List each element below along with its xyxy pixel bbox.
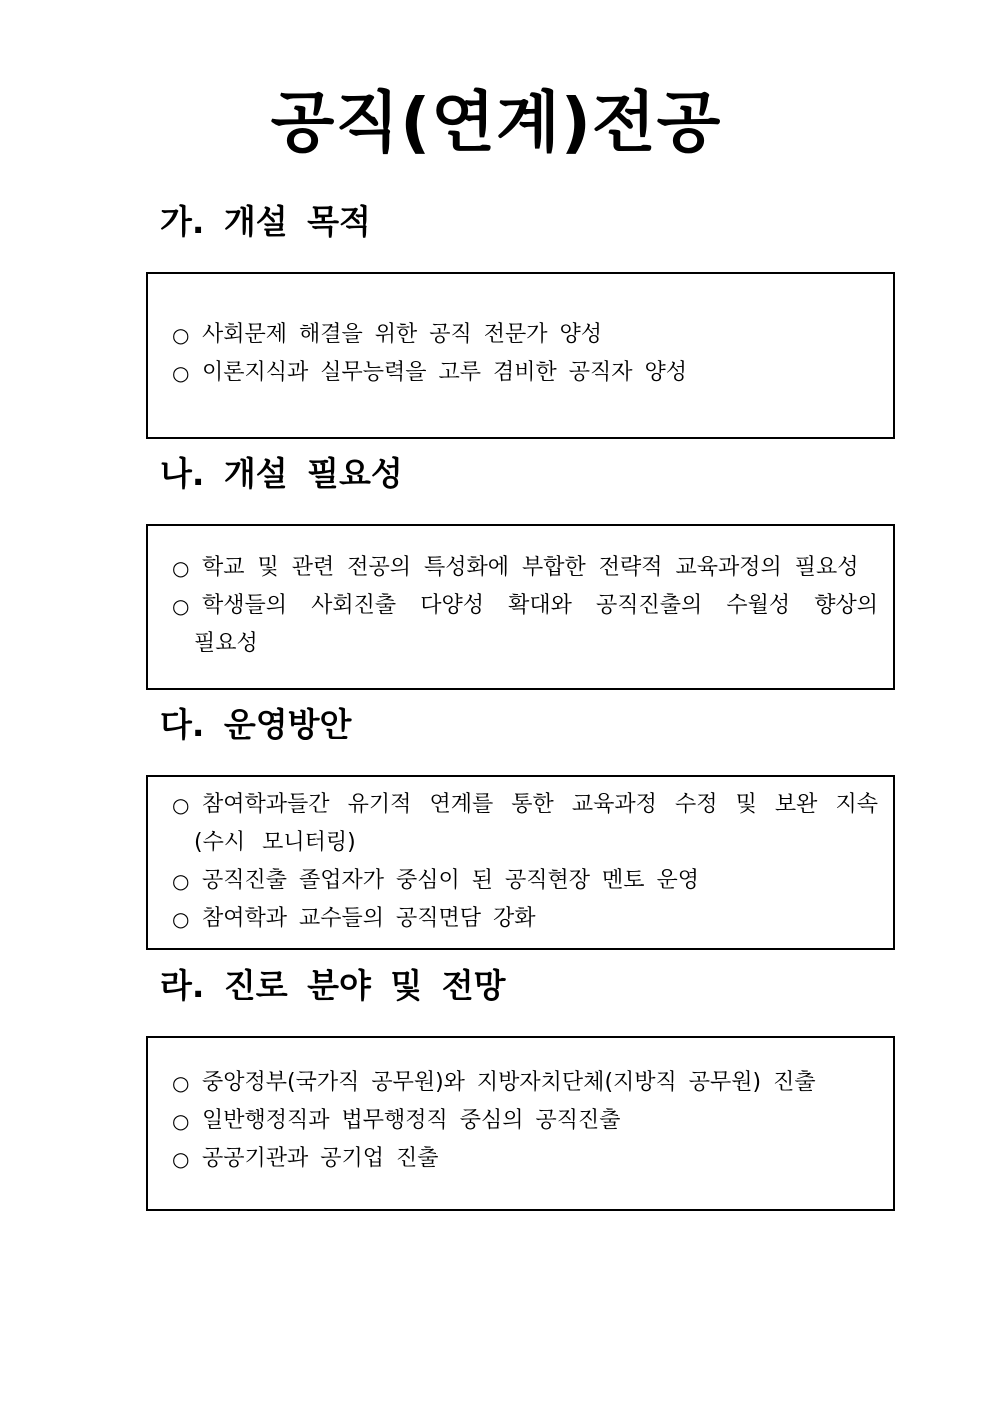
list-item [172,862,878,900]
bullet-icon: ○ [172,594,190,618]
list-item-text: 공공기관과 공기업 진출 [202,1146,439,1171]
list-item-text: 사회문제 해결을 위한 공직 전문가 양성 [202,322,602,347]
list-item-text: 일반행정직과 법무행정직 중심의 공직진출 [202,1108,621,1133]
bullet-icon: ○ [172,556,190,580]
list-item-text: 학생들의 사회진출 다양성 확대와 공직진출의 수월성 향상의 필요성 [194,593,878,656]
section-heading-operation: 다. 운영방안 [160,705,352,744]
page-title: 공직(연계)전공 [270,84,722,161]
bullet-icon: ○ [172,793,190,817]
list-item-text: 참여학과들간 유기적 연계를 통한 교육과정 수정 및 보완 지속 (수시 모니터링) [194,792,878,855]
list-item [172,316,872,354]
list-item [172,786,878,862]
section-list-necessity [172,549,878,663]
bullet-icon: ○ [172,323,190,347]
list-item-text: 참여학과 교수들의 공직면담 강화 [202,906,536,931]
section-list-operation [172,786,878,938]
list-item-text: 공직진출 졸업자가 중심이 된 공직현장 멘토 운영 [202,868,700,893]
bullet-icon: ○ [172,869,190,893]
bullet-icon: ○ [172,1109,190,1133]
section-list-career [172,1064,878,1178]
list-item [172,1140,878,1178]
list-item [172,354,872,392]
section-list-purpose [172,316,872,392]
bullet-icon: ○ [172,1147,190,1171]
section-heading-career: 라. 진로 분야 및 전망 [160,966,506,1005]
list-item [172,1064,878,1102]
list-item-text: 이론지식과 실무능력을 고루 겸비한 공직자 양성 [202,360,688,385]
list-item [172,587,878,663]
list-item [172,549,878,587]
bullet-icon: ○ [172,1071,190,1095]
bullet-icon: ○ [172,361,190,385]
section-heading-necessity: 나. 개설 필요성 [160,454,403,493]
list-item-text: 중앙정부(국가직 공무원)와 지방자치단체(지방직 공무원) 진출 [202,1070,816,1095]
list-item [172,900,878,938]
list-item-text: 학교 및 관련 전공의 특성화에 부합한 전략적 교육과정의 필요성 [202,555,859,580]
bullet-icon: ○ [172,907,190,931]
list-item [172,1102,878,1140]
section-heading-purpose: 가. 개설 목적 [160,202,371,241]
